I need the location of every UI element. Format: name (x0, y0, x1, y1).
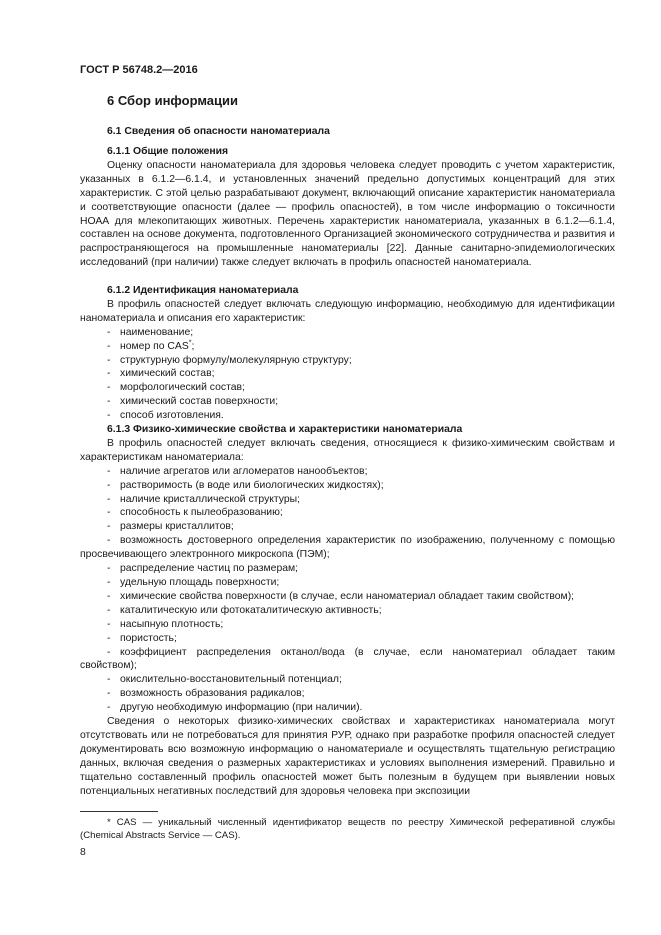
paragraph-6-1-3-closing: Сведения о некоторых физико-химических свойствах и характеристиках наноматериала могут отсутствовать или не потребоваться для принятия РУР, однако при разработке профиля опасностей следует документировать всю возможную информацию о наноматериале и осуществлять тщательную регистрацию данных, включая сведения о размерных характеристиках и условиях выполнения измерений. Правильно и тщательно составленный профиль опасностей может быть полезным в будущем при выявлении новых потенциальных негативных последствий для здоровья человека при экспозиции (80, 716, 615, 797)
list-item-text: удельную площадь поверхности; (120, 576, 280, 588)
list-item-text: окислительно-восстановительный потенциал; (120, 674, 342, 686)
list-item (80, 381, 615, 395)
list-dash: - (107, 563, 111, 575)
list-dash: - (107, 576, 111, 588)
list-item-text: каталитическую или фотокаталитическую активность; (120, 604, 382, 616)
list-item-text: возможность достоверного определения характеристик по изображению, полученному с помощью просвечивающего электронного микроскопа (ПЭМ); (80, 535, 615, 561)
list-dash: - (107, 535, 111, 547)
list-item-text: химический состав поверхности; (120, 396, 279, 408)
footnote-text: * CAS — уникальный численный идентификатор веществ по реестру Химической реферативной службы (Chemical Abstracts Service — CAS). (80, 817, 615, 841)
list-dash: - (107, 354, 111, 366)
list-dash: - (107, 674, 111, 686)
list-item (80, 701, 615, 715)
list-item (80, 465, 615, 479)
section-title: 6 Сбор информации (107, 93, 238, 108)
list-item-text: наличие агрегатов или агломератов нанообъектов; (120, 465, 368, 477)
list-6-1-2 (80, 326, 615, 423)
list-item (80, 479, 615, 493)
list-dash: - (107, 368, 111, 380)
list-item (80, 590, 615, 604)
list-item (80, 534, 615, 562)
list-item-text: способность к пылеобразованию; (120, 507, 283, 519)
list-item-text: химические свойства поверхности (в случае, если наноматериал обладает таким свойством); (120, 590, 575, 602)
list-item-text: структурную формулу/молекулярную структуру; (120, 354, 352, 366)
list-item-text: коэффициент распределения октанол/вода (в случае, если наноматериал обладает таким свойством); (80, 646, 615, 672)
list-dash: - (107, 618, 111, 630)
list-item-text: морфологический состав; (120, 382, 245, 394)
subsection-6-1-1-title: 6.1.1 Общие положения (107, 146, 229, 157)
list-dash: - (107, 382, 111, 394)
list-dash: - (107, 410, 111, 422)
list-item-text: другую необходимую информацию (при наличии). (120, 702, 363, 714)
list-dash: - (107, 507, 111, 519)
footnote-marker: * (188, 339, 192, 347)
list-item-text: химический состав; (120, 368, 215, 380)
list-item (80, 367, 615, 381)
paragraph-6-1-1: Оценку опасности наноматериала для здоровья человека следует проводить с учетом характеристик, указанных в 6.1.2—6.1.4, и установленных значений предельно допустимых концентраций для этих характеристик. С этой целью разрабатывают документ, включающий описание характеристик наноматериала и соответствующие опасности (далее — профиль опасностей), в том числе информацию о токсичности НОАА для млекопитающих животных. Перечень характеристик наноматериала, указанных в 6.1.2—6.1.4, составлен на основе документа, подготовленного Организацией экономического сотрудничества и развития и распространяющегося на промышленные наноматериалы [22]. Данные санитарно-эпидемиологических исследований (при наличии) также следует включать в профиль опасностей наноматериала. (80, 159, 615, 269)
list-item-text: способ изготовления. (120, 410, 224, 422)
list-item-suffix: ; (191, 340, 195, 352)
list-item (80, 673, 615, 687)
subsection-6-1-title: 6.1 Сведения об опасности наноматериала (107, 126, 330, 137)
list-dash: - (107, 688, 111, 700)
list-item-text: растворимость (в воде или биологических жидкостях); (120, 479, 384, 491)
subsection-6-1-3-title: 6.1.3 Физико-химические свойства и характеристики наноматериала (107, 424, 463, 435)
paragraph-6-1-3-intro: В профиль опасностей следует включать сведения, относящиеся к физико-химическим свойствам и характеристикам наноматериала: (80, 437, 615, 463)
list-dash: - (107, 465, 111, 477)
list-dash: - (107, 326, 111, 338)
list-item-text: размеры кристаллитов; (120, 521, 234, 533)
list-6-1-3 (80, 465, 615, 715)
paragraph-6-1-2-intro: В профиль опасностей следует включать следующую информацию, необходимую для идентификации наноматериала и описания его характеристик: (80, 298, 615, 324)
list-item (80, 326, 615, 340)
list-dash: - (107, 521, 111, 533)
list-item-text: наименование; (120, 326, 194, 338)
page-number: 8 (80, 847, 86, 858)
list-dash: - (107, 493, 111, 505)
list-dash: - (107, 479, 111, 491)
list-item (80, 409, 615, 423)
document-header: ГОСТ Р 56748.2—2016 (80, 64, 198, 76)
list-dash: - (107, 396, 111, 408)
list-dash: - (107, 340, 111, 352)
list-item (80, 632, 615, 646)
section-6-1-1 (80, 145, 615, 270)
list-item-text: насыпную плотность; (120, 618, 224, 630)
list-item (80, 340, 615, 354)
list-item (80, 354, 615, 368)
list-item-text: номер по CAS (120, 340, 189, 352)
list-item (80, 520, 615, 534)
list-item-text: пористость; (120, 632, 177, 644)
list-item (80, 604, 615, 618)
list-item (80, 395, 615, 409)
list-item (80, 506, 615, 520)
list-dash: - (107, 590, 111, 602)
list-item (80, 687, 615, 701)
list-dash: - (107, 604, 111, 616)
list-dash: - (107, 646, 111, 658)
list-dash: - (107, 632, 111, 644)
list-dash: - (107, 702, 111, 714)
section-6-1-3 (80, 423, 615, 798)
list-item (80, 576, 615, 590)
list-item-text: распределение частиц по размерам; (120, 563, 299, 575)
footnote (80, 816, 615, 842)
list-item-text: наличие кристаллической структуры; (120, 493, 301, 505)
list-item-text: возможность образования радикалов; (120, 688, 305, 700)
subsection-6-1-2-title: 6.1.2 Идентификация наноматериала (107, 285, 299, 296)
section-6-1-2 (80, 284, 615, 423)
list-item (80, 562, 615, 576)
list-item (80, 493, 615, 507)
footnote-divider (80, 811, 158, 812)
list-item (80, 618, 615, 632)
list-item (80, 646, 615, 674)
